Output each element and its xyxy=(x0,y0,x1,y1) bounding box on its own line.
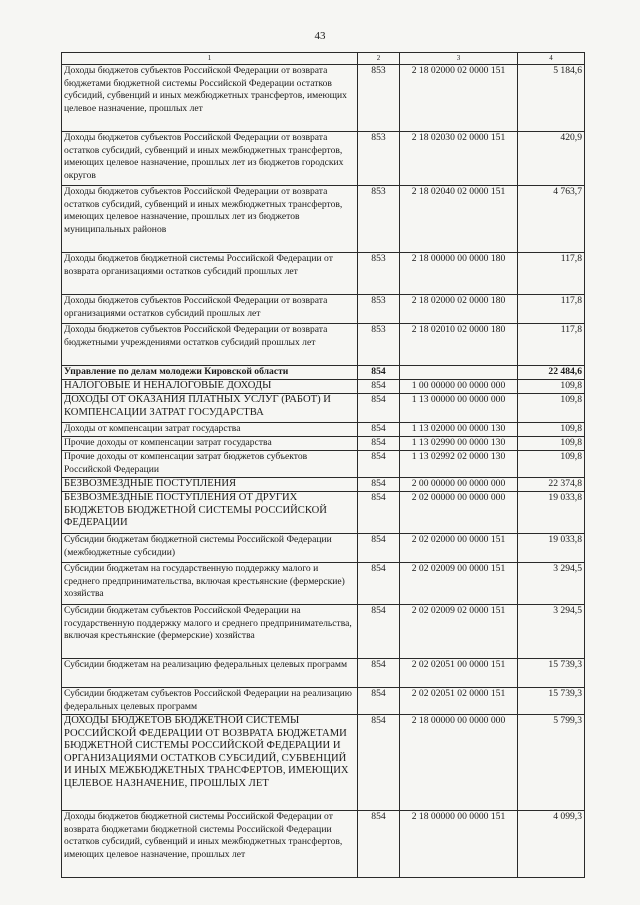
table-row xyxy=(62,659,585,688)
table-row xyxy=(62,437,585,451)
table-body xyxy=(62,65,585,878)
row-description: НАЛОГОВЫЕ И НЕНАЛОГОВЫЕ ДОХОДЫ xyxy=(62,380,358,394)
table-row xyxy=(62,186,585,253)
table-row xyxy=(62,563,585,605)
column-header-1: 1 xyxy=(62,53,358,65)
row-admin-code: 854 xyxy=(358,811,400,878)
row-admin-code: 853 xyxy=(358,324,400,366)
row-amount: 22 484,6 xyxy=(518,366,585,380)
row-description: Субсидии бюджетам бюджетной системы Российской Федерации (межбюджетные субсидии) xyxy=(62,534,358,563)
row-budget-classification-code: 2 18 00000 00 0000 180 xyxy=(400,253,518,295)
row-amount: 109,8 xyxy=(518,451,585,478)
row-admin-code: 854 xyxy=(358,492,400,534)
row-budget-classification-code: 1 00 00000 00 0000 000 xyxy=(400,380,518,394)
row-budget-classification-code: 2 02 00000 00 0000 000 xyxy=(400,492,518,534)
row-amount: 3 294,5 xyxy=(518,563,585,605)
row-description: Прочие доходы от компенсации затрат государства xyxy=(62,437,358,451)
row-admin-code: 854 xyxy=(358,688,400,715)
row-admin-code: 854 xyxy=(358,423,400,437)
row-admin-code: 853 xyxy=(358,132,400,186)
row-amount: 420,9 xyxy=(518,132,585,186)
row-amount: 109,8 xyxy=(518,394,585,423)
row-amount: 109,8 xyxy=(518,423,585,437)
row-amount: 117,8 xyxy=(518,253,585,295)
row-budget-classification-code xyxy=(400,366,518,380)
row-budget-classification-code: 2 02 02009 00 0000 151 xyxy=(400,563,518,605)
table-row xyxy=(62,380,585,394)
row-amount: 19 033,8 xyxy=(518,534,585,563)
row-description: Субсидии бюджетам на реализацию федеральных целевых программ xyxy=(62,659,358,688)
row-description: Доходы бюджетов субъектов Российской Федерации от возврата организациями остатков субсидий прошлых лет xyxy=(62,295,358,324)
row-admin-code: 854 xyxy=(358,366,400,380)
row-description: Прочие доходы от компенсации затрат бюджетов субъектов Российской Федерации xyxy=(62,451,358,478)
table-row xyxy=(62,423,585,437)
row-admin-code: 853 xyxy=(358,186,400,253)
row-budget-classification-code: 2 18 02030 02 0000 151 xyxy=(400,132,518,186)
row-amount: 109,8 xyxy=(518,437,585,451)
budget-revenue-table xyxy=(61,52,585,878)
row-admin-code: 853 xyxy=(358,295,400,324)
table-row xyxy=(62,132,585,186)
row-description: Доходы от компенсации затрат государства xyxy=(62,423,358,437)
row-amount: 19 033,8 xyxy=(518,492,585,534)
row-budget-classification-code: 2 18 00000 00 0000 151 xyxy=(400,811,518,878)
table-row xyxy=(62,688,585,715)
table-row xyxy=(62,253,585,295)
row-amount: 117,8 xyxy=(518,295,585,324)
row-description: ДОХОДЫ БЮДЖЕТОВ БЮДЖЕТНОЙ СИСТЕМЫ РОССИЙСКОЙ ФЕДЕРАЦИИ ОТ ВОЗВРАТА БЮДЖЕТАМИ БЮДЖЕТНОЙ СИСТЕМЫ РОССИЙСКОЙ ФЕДЕРАЦИИ И ОРГАНИЗАЦИЯМИ ОСТАТКОВ СУБСИДИЙ, СУБВЕНЦИЙ И ИНЫХ МЕЖБЮДЖЕТНЫХ ТРАНСФЕРТОВ, ИМЕЮЩИХ ЦЕЛЕВОЕ НАЗНАЧЕНИЕ, ПРОШЛЫХ ЛЕТ xyxy=(62,715,358,811)
row-admin-code: 854 xyxy=(358,394,400,423)
page-number: 43 xyxy=(314,30,326,42)
row-budget-classification-code: 2 18 00000 00 0000 000 xyxy=(400,715,518,811)
table-row xyxy=(62,478,585,492)
row-description: БЕЗВОЗМЕЗДНЫЕ ПОСТУПЛЕНИЯ xyxy=(62,478,358,492)
row-budget-classification-code: 2 18 02010 02 0000 180 xyxy=(400,324,518,366)
row-amount: 117,8 xyxy=(518,324,585,366)
row-amount: 5 799,3 xyxy=(518,715,585,811)
row-admin-code: 853 xyxy=(358,253,400,295)
row-admin-code: 854 xyxy=(358,380,400,394)
row-budget-classification-code: 2 02 02000 00 0000 151 xyxy=(400,534,518,563)
row-description: Субсидии бюджетам субъектов Российской Федерации на государственную поддержку малого и среднего предпринимательства, включая крестьянские (фермерские) хозяйства xyxy=(62,605,358,659)
table-row xyxy=(62,492,585,534)
row-amount: 109,8 xyxy=(518,380,585,394)
table-row xyxy=(62,811,585,878)
row-admin-code: 854 xyxy=(358,534,400,563)
row-budget-classification-code: 1 13 02990 00 0000 130 xyxy=(400,437,518,451)
row-admin-code: 854 xyxy=(358,563,400,605)
row-amount: 5 184,6 xyxy=(518,65,585,132)
row-description: Доходы бюджетов бюджетной системы Российской Федерации от возврата бюджетами бюджетной системы Российской Федерации остатков субсидий, субвенций и иных межбюджетных трансфертов, имеющих целевое назначение, прошлых лет xyxy=(62,811,358,878)
row-amount: 15 739,3 xyxy=(518,659,585,688)
column-header-3: 3 xyxy=(400,53,518,65)
row-admin-code: 854 xyxy=(358,659,400,688)
table-header-row xyxy=(62,53,585,65)
row-budget-classification-code: 1 13 02992 02 0000 130 xyxy=(400,451,518,478)
table-row xyxy=(62,65,585,132)
row-admin-code: 854 xyxy=(358,715,400,811)
row-description: Доходы бюджетов субъектов Российской Федерации от возврата остатков субсидий, субвенций и иных межбюджетных трансфертов, имеющих целевое назначение, прошлых лет из бюджетов муниципальных районов xyxy=(62,186,358,253)
row-amount: 15 739,3 xyxy=(518,688,585,715)
row-budget-classification-code: 2 18 02000 02 0000 180 xyxy=(400,295,518,324)
table-row xyxy=(62,295,585,324)
row-budget-classification-code: 2 02 02051 00 0000 151 xyxy=(400,659,518,688)
table-row xyxy=(62,715,585,811)
row-amount: 3 294,5 xyxy=(518,605,585,659)
row-admin-code: 854 xyxy=(358,605,400,659)
table-row xyxy=(62,451,585,478)
row-amount: 4 099,3 xyxy=(518,811,585,878)
row-admin-code: 854 xyxy=(358,478,400,492)
table-row xyxy=(62,366,585,380)
row-description: Доходы бюджетов бюджетной системы Российской Федерации от возврата организациями остатков субсидий прошлых лет xyxy=(62,253,358,295)
row-admin-code: 854 xyxy=(358,451,400,478)
row-budget-classification-code: 1 13 02000 00 0000 130 xyxy=(400,423,518,437)
row-budget-classification-code: 2 00 00000 00 0000 000 xyxy=(400,478,518,492)
row-description: Субсидии бюджетам на государственную поддержку малого и среднего предпринимательства, включая крестьянские (фермерские) хозяйства xyxy=(62,563,358,605)
row-budget-classification-code: 2 18 02040 02 0000 151 xyxy=(400,186,518,253)
row-description: ДОХОДЫ ОТ ОКАЗАНИЯ ПЛАТНЫХ УСЛУГ (РАБОТ) И КОМПЕНСАЦИИ ЗАТРАТ ГОСУДАРСТВА xyxy=(62,394,358,423)
row-description: Доходы бюджетов субъектов Российской Федерации от возврата бюджетными учреждениями остатков субсидий прошлых лет xyxy=(62,324,358,366)
row-budget-classification-code: 2 02 02009 02 0000 151 xyxy=(400,605,518,659)
column-header-4: 4 xyxy=(518,53,585,65)
row-amount: 4 763,7 xyxy=(518,186,585,253)
row-description: Субсидии бюджетам субъектов Российской Федерации на реализацию федеральных целевых программ xyxy=(62,688,358,715)
row-budget-classification-code: 2 02 02051 02 0000 151 xyxy=(400,688,518,715)
row-description: Управление по делам молодежи Кировской области xyxy=(62,366,358,380)
table-row xyxy=(62,605,585,659)
row-description: Доходы бюджетов субъектов Российской Федерации от возврата остатков субсидий, субвенций и иных межбюджетных трансфертов, имеющих целевое назначение, прошлых лет из бюджетов городских округов xyxy=(62,132,358,186)
row-admin-code: 854 xyxy=(358,437,400,451)
column-header-2: 2 xyxy=(358,53,400,65)
row-description: Доходы бюджетов субъектов Российской Федерации от возврата бюджетами бюджетной системы Российской Федерации остатков субсидий, субвенций и иных межбюджетных трансфертов, имеющих целевое назначение, прошлых лет xyxy=(62,65,358,132)
row-description: БЕЗВОЗМЕЗДНЫЕ ПОСТУПЛЕНИЯ ОТ ДРУГИХ БЮДЖЕТОВ БЮДЖЕТНОЙ СИСТЕМЫ РОССИЙСКОЙ ФЕДЕРАЦИИ xyxy=(62,492,358,534)
table-row xyxy=(62,324,585,366)
row-amount: 22 374,8 xyxy=(518,478,585,492)
row-budget-classification-code: 2 18 02000 02 0000 151 xyxy=(400,65,518,132)
table-row xyxy=(62,394,585,423)
table-row xyxy=(62,534,585,563)
row-admin-code: 853 xyxy=(358,65,400,132)
row-budget-classification-code: 1 13 00000 00 0000 000 xyxy=(400,394,518,423)
